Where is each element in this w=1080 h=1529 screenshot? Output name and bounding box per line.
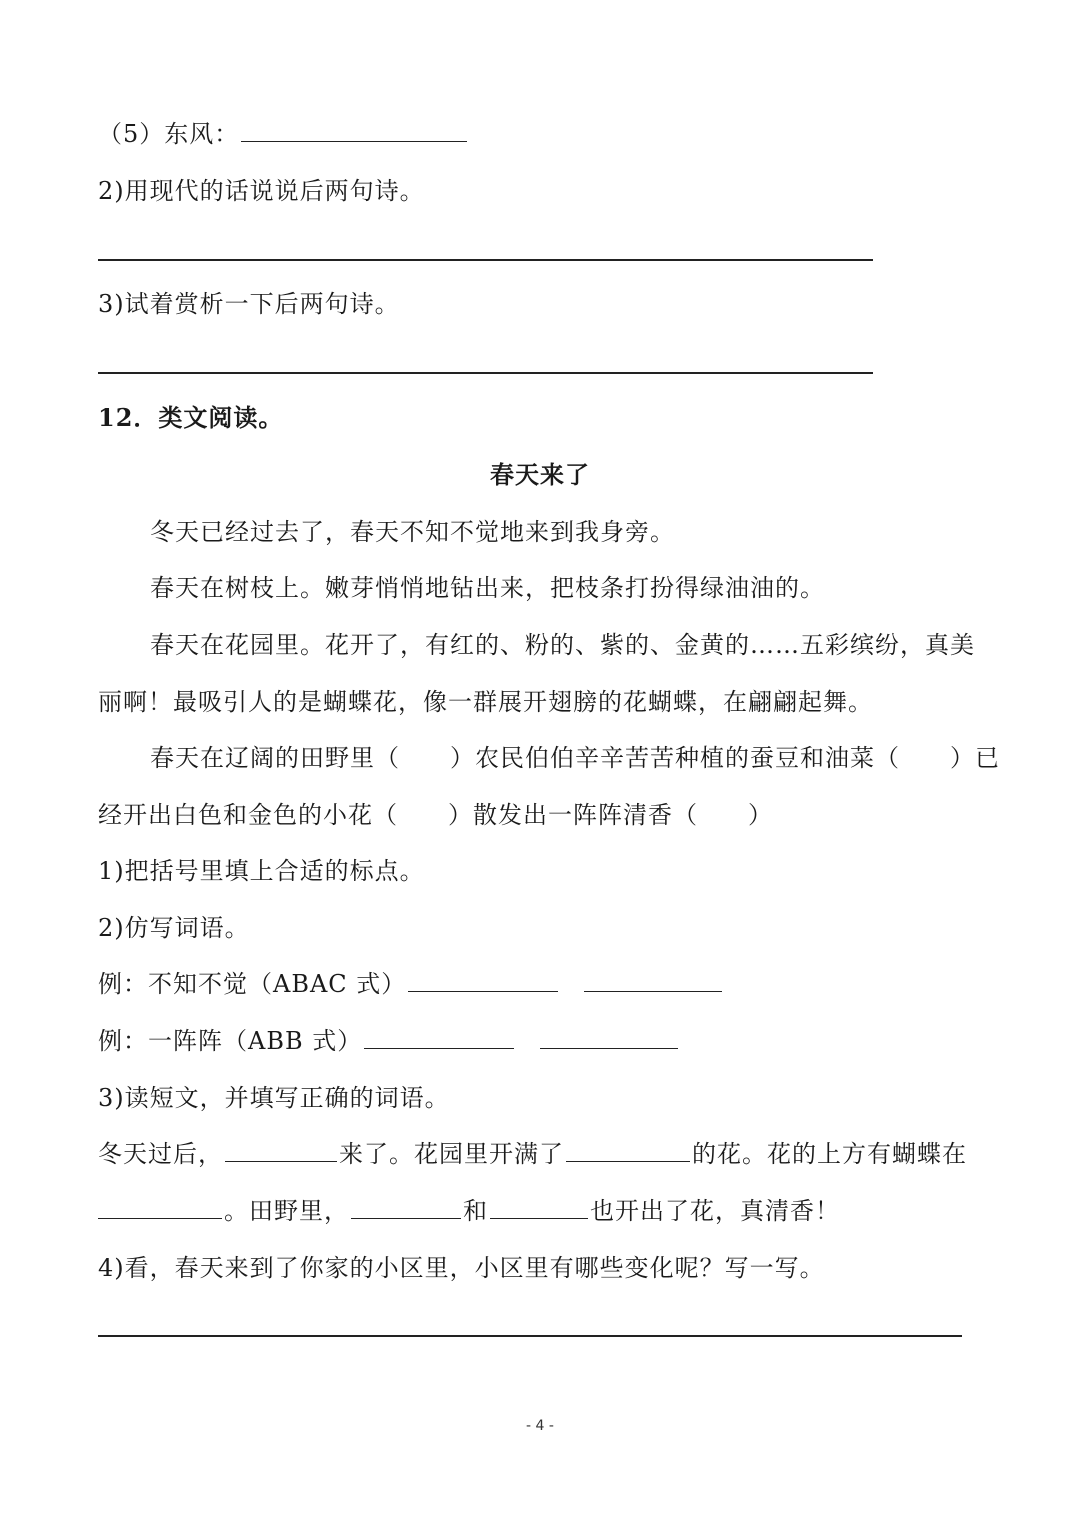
example-abac-label: 例：不知不觉（ABAC 式） [98,970,407,998]
answer-blank[interactable] [98,1196,222,1219]
passage-paragraph: 冬天已经过去了，春天不知不觉地来到我身旁。 [150,518,675,546]
answer-blank[interactable] [408,969,558,992]
fill-text: 也开出了花，真清香！ [590,1197,840,1225]
example-abb [98,1025,680,1057]
sub-question-1: 1)把括号里填上合适的标点。 [98,857,425,885]
passage-paragraph: 春天在辽阔的田野里（ ）农民伯伯辛辛苦苦种植的蚕豆和油菜（ ）已 [150,744,1000,772]
fill-text: 的花。花的上方有蝴蝶在 [692,1140,967,1168]
passage-paragraph: 春天在花园里。花开了，有红的、粉的、紫的、金黄的……五彩缤纷，真美 [150,631,975,659]
answer-blank[interactable] [566,1139,690,1162]
answer-line[interactable] [98,259,873,261]
passage-paragraph-continued: 丽啊！最吸引人的是蝴蝶花，像一群展开翅膀的花蝴蝶，在翩翩起舞。 [98,688,873,716]
question-5-label: （5）东风： [98,120,240,148]
question-2-modern-words: 2)用现代的话说说后两句诗。 [98,177,425,205]
fill-text: 来了。花园里开满了 [339,1140,564,1168]
answer-line[interactable] [98,1335,962,1337]
passage-paragraph: 春天在树枝上。嫩芽悄悄地钻出来，把枝条打扮得绿油油的。 [150,574,825,602]
example-abb-label: 例：一阵阵（ABB 式） [98,1027,363,1055]
section-12-heading: 12．类文阅读。 [98,403,284,432]
answer-blank[interactable] [364,1026,514,1049]
fill-text: 。田野里， [224,1197,349,1225]
passage-title: 春天来了 [490,460,590,489]
sub-question-3: 3)读短文，并填写正确的词语。 [98,1084,450,1112]
fill-text: 冬天过后， [98,1140,223,1168]
page-number: - 4 - [526,1418,554,1434]
fill-in-sentence-1 [98,1138,967,1170]
question-5-east-wind [98,118,469,150]
sub-question-4: 4)看，春天来到了你家的小区里，小区里有哪些变化呢？写一写。 [98,1254,825,1282]
answer-blank[interactable] [351,1196,461,1219]
question-3-appreciate: 3)试着赏析一下后两句诗。 [98,290,400,318]
fill-text: 和 [463,1197,488,1225]
answer-blank[interactable] [540,1026,678,1049]
answer-blank[interactable] [490,1196,588,1219]
sub-question-2: 2)仿写词语。 [98,914,250,942]
passage-paragraph-continued: 经开出白色和金色的小花（ ）散发出一阵阵清香（ ） [98,801,773,829]
example-abac [98,968,724,1000]
answer-blank[interactable] [584,969,722,992]
answer-blank[interactable] [225,1139,337,1162]
answer-line[interactable] [98,372,873,374]
fill-in-sentence-2 [98,1195,840,1227]
answer-blank[interactable] [241,119,467,142]
